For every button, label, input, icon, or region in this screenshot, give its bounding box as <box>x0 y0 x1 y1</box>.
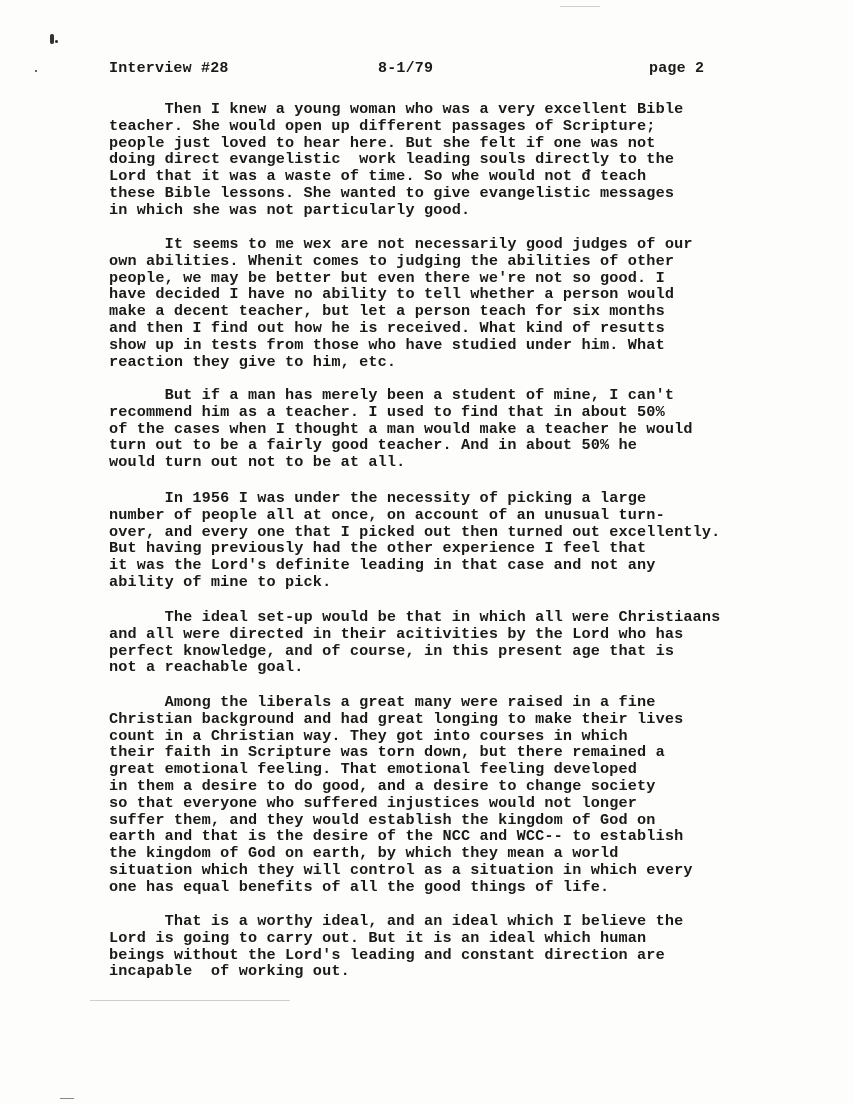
paragraph-7 <box>109 913 683 980</box>
text-line: it was the Lord's definite leading in that case and not any <box>109 556 656 575</box>
text-line: ability of mine to pick. <box>109 572 332 591</box>
text-line: The ideal set-up would be that in which all were Christiaans <box>109 608 721 626</box>
interview-number: Interview #28 <box>109 60 229 77</box>
text-line: That is a worthy ideal, and an ideal which I believe the <box>109 912 684 930</box>
text-line: in which she was not particularly good. <box>109 200 471 219</box>
scan-streak <box>560 6 600 7</box>
text-line: turn out to be a fairly good teacher. And in about 50% he <box>109 436 638 455</box>
text-line: so that everyone who suffered injustices would not longer <box>109 793 638 812</box>
text-line: number of people all at once, on account of an unusual turn- <box>109 505 665 524</box>
paragraph-5 <box>109 609 720 676</box>
text-line: over, and every one that I picked out then turned out excellently. <box>109 522 721 541</box>
interview-date: 8-1/79 <box>378 60 434 77</box>
text-line: have decided I have no ability to tell whether a person would <box>109 285 675 304</box>
paragraph-2 <box>109 236 693 370</box>
scan-speck <box>35 70 37 72</box>
paragraph-1 <box>109 101 683 219</box>
text-line: earth and that is the desire of the NCC and WCC-- to establish <box>109 827 684 846</box>
text-line: their faith in Scripture was torn down, but there remained a <box>109 743 665 762</box>
scan-speck <box>55 40 58 43</box>
text-line: make a decent teacher, but let a person teach for six months <box>109 302 665 321</box>
text-line: Among the liberals a great many were raised in a fine <box>109 693 656 711</box>
text-line: incapable of working out. <box>109 962 350 981</box>
text-line: recommend him as a teacher. I used to find that in about 50% <box>109 402 665 421</box>
text-line: and then I find out how he is received. What kind of resutts <box>109 318 665 337</box>
text-line: count in a Christian way. They got into courses in which <box>109 726 628 745</box>
text-line: Christian background and had great longing to make their lives <box>109 709 684 728</box>
scan-streak <box>90 1000 290 1001</box>
text-line: great emotional feeling. That emotional feeling developed <box>109 760 638 779</box>
paragraph-4 <box>109 490 720 591</box>
text-line: in them a desire to do good, and a desire to change society <box>109 776 656 795</box>
text-line: suffer them, and they would establish the kingdom of God on <box>109 810 656 829</box>
text-line: of the cases when I thought a man would make a teacher he would <box>109 419 693 438</box>
text-line: Lord is going to carry out. But it is an ideal which human <box>109 928 647 947</box>
text-line: But if a man has merely been a student of mine, I can't <box>109 386 675 404</box>
text-line: perfect knowledge, and of course, in this present age that is <box>109 641 675 660</box>
text-line: In 1956 I was under the necessity of picking a large <box>109 489 647 507</box>
text-line: Then I knew a young woman who was a very excellent Bible <box>109 100 684 118</box>
text-line: would turn out not to be at all. <box>109 453 406 472</box>
page-number: page 2 <box>649 60 705 77</box>
text-line: Lord that it was a waste of time. So whe would not đ teach <box>109 167 647 186</box>
paragraph-6 <box>109 694 693 896</box>
text-line: one has equal benefits of all the good things of life. <box>109 877 610 896</box>
text-line: beings without the Lord's leading and constant direction are <box>109 945 665 964</box>
text-line: own abilities. Whenit comes to judging the abilities of other <box>109 251 675 270</box>
text-line: these Bible lessons. She wanted to give evangelistic messages <box>109 183 675 202</box>
scan-speck <box>50 34 54 44</box>
paragraph-3 <box>109 387 693 471</box>
text-line: show up in tests from those who have studied under him. What <box>109 335 665 354</box>
page-header <box>109 60 729 82</box>
text-line: the kingdom of God on earth, by which they mean a world <box>109 844 619 863</box>
scan-streak <box>60 1098 74 1099</box>
text-line: people just loved to hear here. But she felt if one was not <box>109 133 656 152</box>
text-line: It seems to me wex are not necessarily good judges of our <box>109 235 693 253</box>
text-line: teacher. She would open up different passages of Scripture; <box>109 116 656 135</box>
text-line: doing direct evangelistic work leading souls directly to the <box>109 150 675 169</box>
text-line: reaction they give to him, etc. <box>109 352 397 371</box>
text-line: not a reachable goal. <box>109 658 304 677</box>
text-line: people, we may be better but even there we're not so good. I <box>109 268 665 287</box>
text-line: and all were directed in their acitivities by the Lord who has <box>109 624 684 643</box>
text-line: But having previously had the other experience I feel that <box>109 539 647 558</box>
text-line: situation which they will control as a situation in which every <box>109 860 693 879</box>
